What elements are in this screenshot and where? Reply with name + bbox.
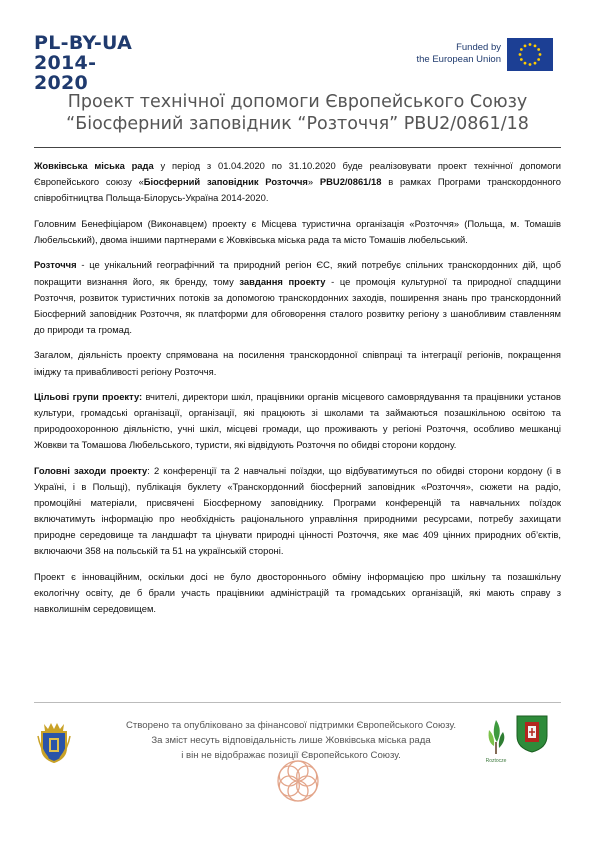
article-body — [34, 158, 561, 627]
eu-star-icon — [529, 63, 532, 66]
eu-star-icon — [520, 58, 523, 61]
text-run: Загалом, діяльність проекту спрямована на посилення транскордонної співпраці та інтеграції регіонів, покращення іміджу та привабливості регіону Розточчя. — [34, 349, 561, 377]
bold-text-run: Цільові групи проекту: — [34, 391, 143, 403]
roztochia-caption: Roztocze — [485, 758, 507, 764]
text-run: у період з 01.04.2020 по 31.10.2020 буде реалізовувати проект технічної допомоги Європейського союзу « — [34, 160, 561, 188]
disclaimer-line-3: і він не відображає позиції Європейського Союзу. — [181, 750, 401, 761]
eu-flag-icon — [507, 38, 553, 71]
bold-text-run: Жовківська міська рада — [34, 160, 154, 171]
bold-text-run: Розточчя — [34, 259, 77, 271]
eu-star-icon — [529, 43, 532, 46]
text-run: : 2 конференції та 2 навчальні поїздки, що відбуватимуться по обидві сторони кордону (і в Україні, і в Польщі), публікація буклету «Транскордонний біосферний заповідник «Розточчя», сюжети на радіо, промоційні матеріали, присвячені Біосферному заповіднику. Програми конференцій та навчальних поїздок включатимуть інформацію про необхідність раціонального управління природними ресурсами, потребу захищати природне середовище та ландшафт та цінувати природні цінності Розточчя, яке має 409 цінних природних об’єктів, включаючи 358 на польській та 51 на українській стороні. — [34, 465, 562, 557]
paragraph-5 — [34, 389, 561, 453]
paragraph-6 — [34, 463, 561, 560]
eu-disclaimer — [96, 718, 486, 763]
eu-star-icon — [520, 48, 523, 51]
paragraph-4 — [34, 347, 561, 379]
bold-text-run: завдання проекту — [239, 275, 326, 287]
disclaimer-line-2: За зміст несуть відповідальність лише Жовківська міська рада — [151, 735, 431, 746]
tomaszow-coat-of-arms-icon — [515, 714, 549, 754]
title-line-1: Проект технічної допомоги Європейського Союзу — [67, 92, 528, 112]
eu-star-icon — [537, 48, 540, 51]
text-run: - це унікальний географічний та природний регіон ЄС, який потребує спільних транскордонних дій, щоб покращити визнання його, як бренду, тому — [34, 259, 561, 287]
zhovkva-coat-of-arms-icon — [36, 718, 72, 764]
funded-by-eu-label: the European Union — [416, 54, 501, 65]
funded-by-label: Funded by — [456, 42, 501, 53]
text-run: - це промоція культурної та природної спадщини Розточчя, розвиток туристичних потоків за допомогою транскордонних заходів, поширення знань про транскордонний Біосферний заповідник Розточчя, як платформи для обговорення сталого розвитку регіону з шанобливим ставленням до природи та громад. — [34, 275, 561, 335]
program-logo — [34, 33, 144, 93]
title-divider — [34, 147, 561, 148]
eu-funding-text — [416, 42, 501, 66]
text-run: вчителі, директори шкіл, працівники органів місцевого самоврядування та працівники установ культури, громадські організації, організації, які працюють зі школами та займаються позашкільною освітою та природоохоронною діяльністю, учні шкіл, місцеві громади, що проживають у регіоні Розточчя, особливо мешканці Жовкви та Томашова Любельського, туристи, які відвідують Розточчя по обидві сторони кордону. — [34, 391, 561, 451]
eu-star-icon — [524, 61, 527, 64]
eu-star-icon — [524, 44, 527, 47]
text-run: » — [307, 176, 320, 188]
paragraph-7 — [34, 569, 561, 617]
eu-star-icon — [539, 53, 542, 56]
eu-star-icon — [519, 53, 522, 56]
eu-star-icon — [534, 61, 537, 64]
paragraph-2 — [34, 216, 561, 248]
flower-ornament-icon — [275, 758, 321, 804]
paragraph-1 — [34, 158, 561, 206]
program-years: 2014-2020 — [34, 52, 97, 94]
text-run: Головним Бенефіціаром (Виконавцем) проекту є Місцева туристична організація «Розточчя» (Польща, м. Томашів Любельський), двома іншими партнерами є Жовківська міська рада та місто Томашів любельський. — [34, 217, 561, 245]
text-run: в рамках Програми транскордонного співробітництва Польща-Білорусь-Україна 2014-2020. — [34, 176, 561, 204]
program-code: PL-BY-UA — [34, 32, 133, 54]
eu-star-icon — [537, 58, 540, 61]
paragraph-3 — [34, 257, 561, 337]
bold-text-run: Біосферний заповідник Розточчя — [143, 176, 308, 188]
roztochia-leaf-logo-icon — [483, 716, 509, 764]
footer-divider — [34, 702, 561, 703]
disclaimer-line-1: Створено та опубліковано за фінансової підтримки Європейського Союзу. — [125, 720, 456, 731]
bold-text-run: PBU2/0861/18 — [319, 176, 382, 188]
page-title — [40, 91, 555, 135]
eu-funding-logo — [416, 36, 553, 72]
eu-star-icon — [534, 44, 537, 47]
bold-text-run: Головні заходи проекту — [34, 465, 148, 476]
title-line-2: “Біосферний заповідник “Розточчя” PBU2/0861/18 — [66, 114, 529, 134]
text-run: Проект є інноваційним, оскільки досі не було двостороннього обміну інформацією про шкільну та позашкільну екологічну освіту, де б брали участь працівники адміністрацій та громадських організацій, які мають справу з навколишнім середовищем. — [34, 571, 561, 615]
